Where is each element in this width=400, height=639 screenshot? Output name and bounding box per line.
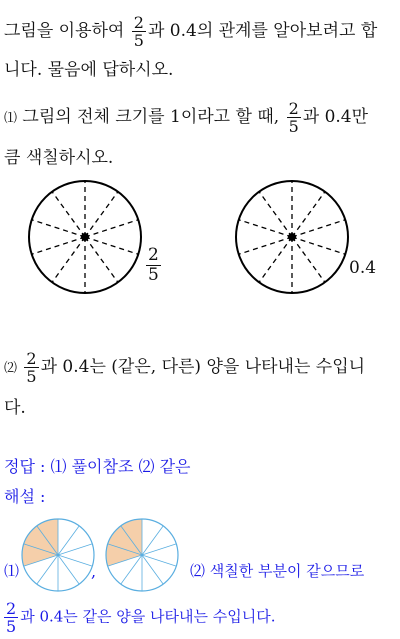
question-1-text-a: 그림의 전체 크기를 1이라고 할 때, (22, 107, 280, 127)
question-2-line-2: 다. (4, 398, 26, 418)
intro-text-b: 과 0.4의 관계를 알아보려고 합 (147, 21, 378, 41)
right-circle[interactable] (236, 181, 348, 293)
question-2 (4, 350, 365, 385)
question-1-number: ⑴ (4, 111, 18, 126)
explanation-part-2: ⑵ 색칠한 부분이 같으므로 (190, 562, 365, 580)
intro-line-2: 니다. 물음에 답하시오. (4, 60, 174, 80)
question-1-text-b: 과 0.4만 (302, 107, 369, 127)
answer-circle-right (106, 519, 178, 591)
question-1-line-2: 큼 색칠하시오. (4, 148, 114, 168)
answer-comma: , (91, 562, 97, 581)
explanation-label: 해설 : (4, 487, 46, 506)
explanation-part-1-number: ⑴ (4, 562, 20, 580)
answer-circle-left (22, 519, 97, 591)
fraction-2-5: $\frac{2}{5}$ (6, 599, 17, 636)
left-circle[interactable] (29, 181, 141, 293)
conclusion-text: 과 0.4는 같은 양을 나타내는 수입니다. (20, 607, 276, 626)
left-circle-label: $\frac{2}{5}$ (148, 245, 159, 285)
right-circle-label: 0.4 (349, 258, 377, 278)
fraction-2-5: $\frac{2}{5}$ (26, 349, 37, 386)
fraction-2-5: $\frac{2}{5}$ (133, 13, 144, 50)
answer-part-1: ⑴ 풀이참조 (50, 457, 134, 476)
answer-line (4, 457, 191, 477)
question-2-text: 과 0.4는 (같은, 다른) 양을 나타내는 수입니 (40, 357, 366, 377)
circle-diagrams (0, 0, 400, 300)
question-2-number: ⑵ (4, 361, 18, 376)
answer-circles (18, 515, 198, 595)
explanation-conclusion (4, 600, 276, 635)
fraction-2-5: $\frac{2}{5}$ (288, 99, 299, 136)
intro-text-a: 그림을 이용하여 (4, 21, 125, 41)
answer-part-2: ⑵ 같은 (138, 457, 191, 476)
answer-label: 정답 : (4, 457, 46, 476)
